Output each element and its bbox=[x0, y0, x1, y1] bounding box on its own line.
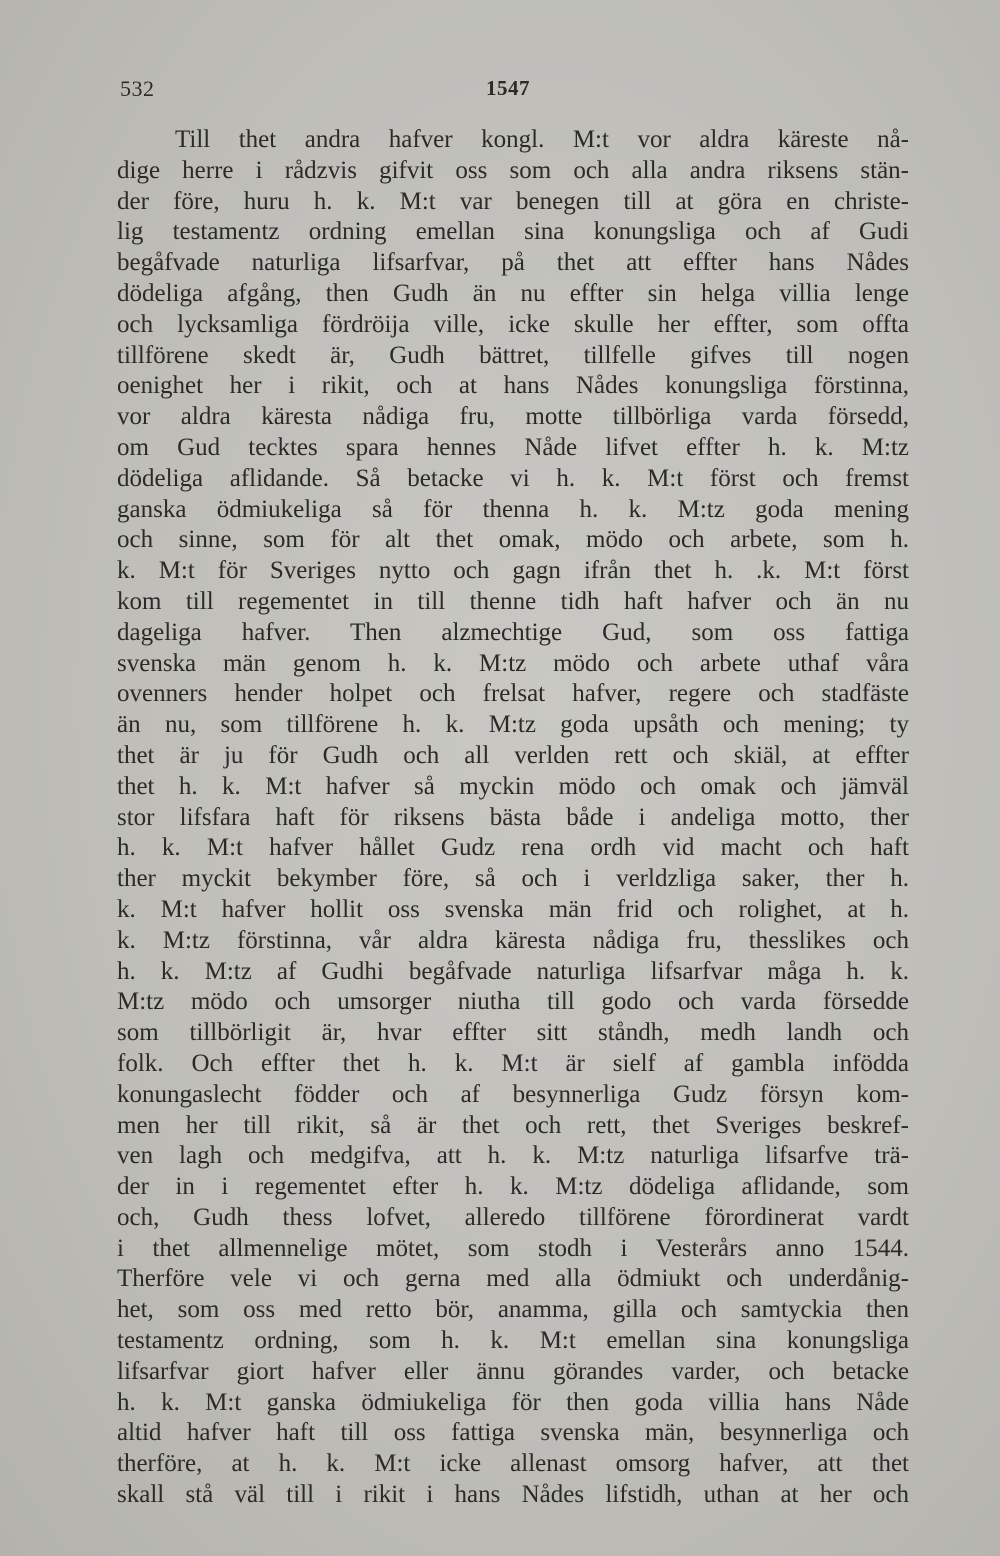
text-line: M:tz mödo och umsorger niutha till godo och varda försedde bbox=[117, 988, 909, 1016]
text-line: vor aldra käresta nådiga fru, motte tillbörliga varda försedd, bbox=[117, 403, 909, 431]
text-line: begåfvade naturliga lifsarfvar, på thet att effter hans Nådes bbox=[117, 249, 909, 277]
text-line: lifsarfvar giort hafver eller ännu görandes varder, och betacke bbox=[117, 1357, 909, 1385]
running-head-year: 1547 bbox=[486, 76, 530, 100]
text-line: h. k. M:t hafver hållet Gudz rena ordh vid macht och haft bbox=[117, 834, 909, 862]
text-line: ovenners hender holpet och frelsat hafver, regere och stadfäste bbox=[117, 680, 909, 708]
text-line: lig testamentz ordning emellan sina konungsliga och af Gudi bbox=[117, 218, 909, 246]
text-line: i thet allmennelige mötet, som stodh i Vesterårs anno 1544. bbox=[117, 1234, 909, 1262]
text-line: thet är ju för Gudh och all verlden rett och skiäl, at effter bbox=[117, 741, 909, 769]
text-line: h. k. M:t ganska ödmiukeliga för then goda villia hans Nåde bbox=[117, 1388, 909, 1416]
text-line: kom till regementet in till thenne tidh haft hafver och än nu bbox=[117, 587, 909, 615]
text-line: som tillbörligit är, hvar effter sitt ståndh, medh landh och bbox=[117, 1019, 909, 1047]
text-line: k. M:t hafver hollit oss svenska män frid och rolighet, at h. bbox=[117, 895, 909, 923]
text-line: ganska ödmiukeliga så för thenna h. k. M:tz goda mening bbox=[117, 495, 909, 523]
text-line: h. k. M:tz af Gudhi begåfvade naturliga lifsarfvar måga h. k. bbox=[117, 957, 909, 985]
text-line: men her till rikit, så är thet och rett, thet Sveriges beskref- bbox=[117, 1111, 909, 1139]
text-line: ther myckit bekymber före, så och i verldzliga saker, ther h. bbox=[117, 865, 909, 893]
text-line: konungaslecht födder och af besynnerliga Gudz försyn kom- bbox=[117, 1080, 909, 1108]
body-text bbox=[117, 125, 909, 1511]
text-line: ven lagh och medgifva, att h. k. M:tz naturliga lifsarfve trä- bbox=[117, 1142, 909, 1170]
text-line: tillförene skedt är, Gudh bättret, tillfelle gifves till nogen bbox=[117, 341, 909, 369]
text-line: thet h. k. M:t hafver så myckin mödo och omak och jämväl bbox=[117, 772, 909, 800]
page-number: 532 bbox=[120, 76, 155, 101]
text-line: der in i regementet efter h. k. M:tz dödeliga aflidande, som bbox=[117, 1173, 909, 1201]
text-line: Therföre vele vi och gerna med alla ödmiukt och underdånig- bbox=[117, 1265, 909, 1293]
text-line: och lycksamliga fördröija ville, icke skulle her effter, som offta bbox=[117, 310, 909, 338]
text-line: k. M:t för Sveriges nytto och gagn ifrån thet h. .k. M:t först bbox=[117, 557, 909, 585]
text-line: stor lifsfara haft för riksens bästa både i andeliga motto, ther bbox=[117, 803, 909, 831]
text-line: folk. Och effter thet h. k. M:t är sielf af gambla infödda bbox=[117, 1049, 909, 1077]
text-line: altid hafver haft till oss fattiga svenska män, besynnerliga och bbox=[117, 1419, 909, 1447]
text-line: dageliga hafver. Then alzmechtige Gud, som oss fattiga bbox=[117, 618, 909, 646]
text-line: therföre, at h. k. M:t icke allenast omsorg hafver, att thet bbox=[117, 1450, 909, 1478]
text-line: dige herre i rådzvis gifvit oss som och alla andra riksens stän- bbox=[117, 156, 909, 184]
text-line: het, som oss med retto bör, anamma, gilla och samtyckia then bbox=[117, 1296, 909, 1324]
page-header bbox=[0, 68, 1000, 108]
text-line: dödeliga afgång, then Gudh än nu effter sin helga villia lenge bbox=[117, 279, 909, 307]
text-line: testamentz ordning, som h. k. M:t emellan sina konungsliga bbox=[117, 1327, 909, 1355]
text-line: svenska män genom h. k. M:tz mödo och arbete uthaf våra bbox=[117, 649, 909, 677]
text-line: Till thet andra hafver kongl. M:t vor aldra käreste nå- bbox=[175, 126, 909, 153]
text-line: oenighet her i rikit, och at hans Nådes konungsliga förstinna, bbox=[117, 372, 909, 400]
text-line: om Gud tecktes spara hennes Nåde lifvet effter h. k. M:tz bbox=[117, 433, 909, 461]
text-line: och, Gudh thess lofvet, alleredo tillförene förordinerat vardt bbox=[117, 1203, 909, 1231]
text-line: skall stå väl till i rikit i hans Nådes lifstidh, uthan at her och bbox=[117, 1481, 909, 1509]
text-line: och sinne, som för alt thet omak, mödo och arbete, som h. bbox=[117, 526, 909, 554]
text-line: der före, huru h. k. M:t var benegen till at göra en christe- bbox=[117, 187, 909, 215]
text-line: än nu, som tillförene h. k. M:tz goda upsåth och mening; ty bbox=[117, 711, 909, 739]
text-line: k. M:tz förstinna, vår aldra käresta nådiga fru, thesslikes och bbox=[117, 926, 909, 954]
text-line: dödeliga aflidande. Så betacke vi h. k. M:t först och fremst bbox=[117, 464, 909, 492]
